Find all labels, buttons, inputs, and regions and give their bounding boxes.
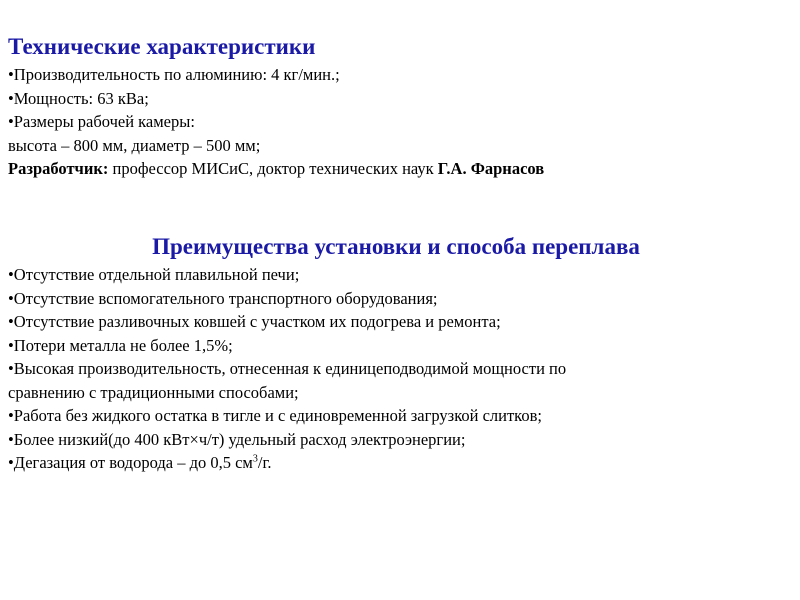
advantages-section <box>8 233 792 475</box>
degassing-superscript: 3 <box>252 453 258 465</box>
advantage-line: •Работа без жидкого остатка в тигле и с единовременной загрузкой слитков; <box>8 406 542 425</box>
advantage-line: •Более низкий(до 400 кВт×ч/т) удельный расход электроэнергии; <box>8 429 466 449</box>
spec-line: •Производительность по алюминию: 4 кг/мин.; <box>8 65 340 84</box>
advantage-line: •Отсутствие вспомогательного транспортного оборудования; <box>8 288 438 308</box>
advantage-line: •Отсутствие разливочных ковшей с участком их подогрева и ремонта; <box>8 312 501 331</box>
advantage-line: •Потери металла не более 1,5%; <box>8 335 233 355</box>
advantage-line: сравнению с традиционными способами; <box>8 382 299 402</box>
advantage-line: •Высокая производительность, отнесенная к единицеподводимой мощности по <box>8 359 567 378</box>
specs-section <box>8 33 792 181</box>
spec-line: •Мощность: 63 кВа; <box>8 88 149 108</box>
developer-text: профессор МИСиС, доктор технических наук <box>108 159 438 178</box>
degassing-suffix: /г. <box>257 453 272 472</box>
advantage-line-degassing <box>8 451 792 475</box>
advantages-title: Преимущества установки и способа переплава <box>152 234 640 259</box>
developer-label: Разработчик: <box>8 159 109 178</box>
degassing-text: •Дегазация от водорода – до 0,5 см <box>8 453 253 472</box>
spec-line: высота – 800 мм, диаметр – 500 мм; <box>8 135 261 155</box>
developer-name: Г.А. Фарнасов <box>437 159 545 178</box>
spec-line: •Размеры рабочей камеры: <box>8 112 195 131</box>
specs-title: Технические характеристики <box>8 34 316 59</box>
advantage-line: •Отсутствие отдельной плавильной печи; <box>8 265 300 284</box>
developer-line <box>8 157 792 181</box>
